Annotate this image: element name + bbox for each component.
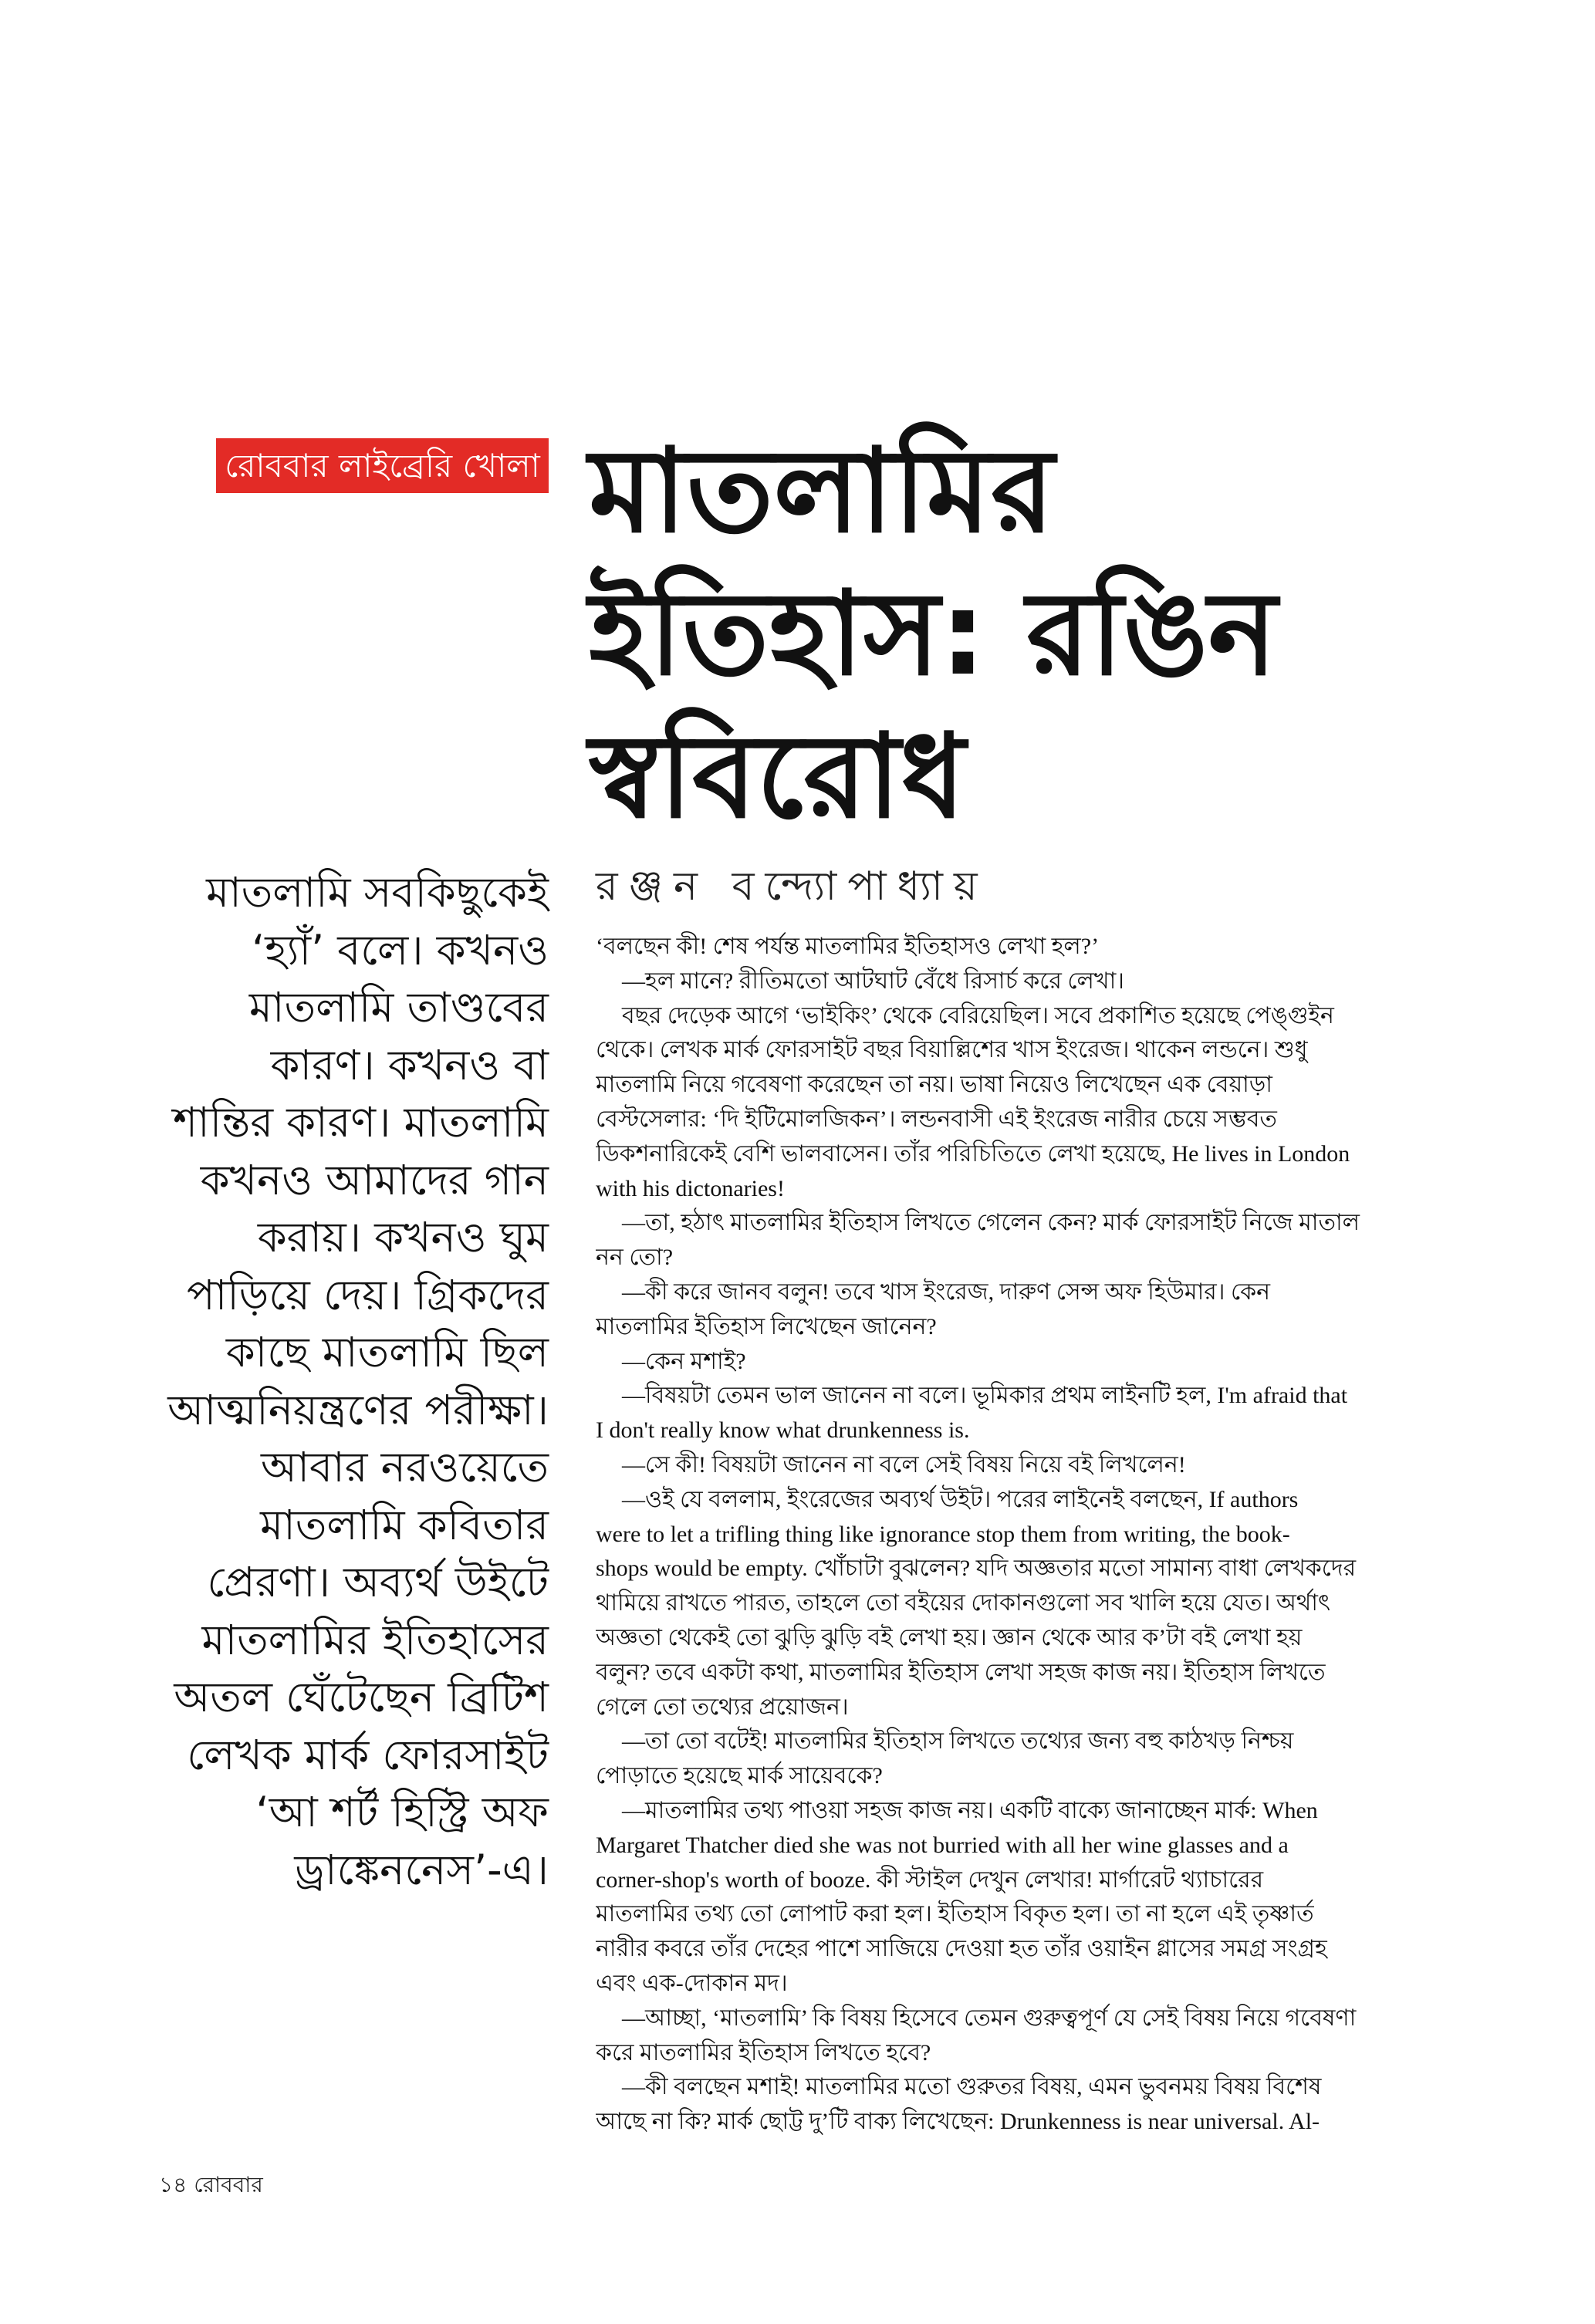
pull-quote-line: প্রেরণা। অব্যর্থ উইটে [207,1558,549,1606]
section-kicker: রোববার লাইব্রেরি খোলা [216,438,549,493]
body-text-line: —আচ্ছা, ‘মাতলামি’ কি বিষয় হিসেবে তেমন গুরুত্বপূর্ণ যে সেই বিষয় নিয়ে গবেষণা [622,2005,1357,2031]
body-text-line: —সে কী! বিষয়টা জানেন না বলে সেই বিষয় নিয়ে বই লিখলেন! [622,1451,1186,1478]
pull-quote-line: ‘হ্যাঁ’ বলে। কখনও [252,925,549,975]
magazine-name: রোববার [194,2172,263,2197]
page-number: ১৪ [159,2172,188,2197]
pull-quote [147,864,549,1899]
pull-quote-line: আবার নরওয়েতে [261,1443,549,1491]
body-text-line: corner-shop's worth of booze. কী স্টাইল দেখুন লেখার! মার্গারেট থ্যাচারের [596,1866,1264,1893]
pull-quote-line: আত্মনিয়ন্ত্রণের পরীক্ষা। [167,1385,549,1434]
body-text-line: ‘বলছেন কী! শেষ পর্যন্ত মাতলামির ইতিহাসও লেখা হল?’ [596,934,1100,959]
body-text-line: অজ্ঞতা থেকেই তো ঝুড়ি ঝুড়ি বই লেখা হয়। জ্ঞান থেকে আর ক’টা বই লেখা হয় [596,1624,1303,1650]
pull-quote-line: ড্রাঙ্কেননেস’-এ। [294,1845,549,1894]
body-text-line: I don't really know what drunkenness is. [596,1417,970,1444]
body-text-line: বছর দেড়েক আগে ‘ভাইকিং’ থেকে বেরিয়েছিল। সবে প্রকাশিত হয়েছে পেঙ্গুইন [622,1002,1334,1029]
body-text-line: মাতলামির ইতিহাস লিখেছেন জানেন? [596,1313,937,1339]
body-text-line: আছে না কি? মার্ক ছোট্ট দু’টি বাক্য লিখেছেন: Drunkenness is near universal. Al- [596,2109,1320,2135]
body-text-line: পোড়াতে হয়েছে মার্ক সায়েবকে? [596,1763,883,1789]
pull-quote-line: করায়। কখনও ঘুম [257,1213,549,1262]
body-text-line: were to let a trifling thing like ignorance stop them from writing, the book- [596,1521,1290,1547]
body-text-line: ডিকশনারিকেই বেশি ভালবাসেন। তাঁর পরিচিতিতে লেখা হয়েছে, He lives in London [596,1140,1350,1167]
body-text-line: করে মাতলামির ইতিহাস লিখতে হবে? [596,2039,931,2066]
body-text-line: —তা, হঠাৎ মাতলামির ইতিহাস লিখতে গেলেন কেন? মার্ক ফোরসাইট নিজে মাতাল [622,1210,1360,1236]
body-text-line: মাতলামির তথ্য তো লোপাট করা হল। ইতিহাস বিকৃত হল। তা না হলে এই তৃষ্ণার্ত [596,1901,1314,1927]
pull-quote-line: মাতলামির ইতিহাসের [201,1615,549,1664]
body-text-line: shops would be empty. খোঁচাটা বুঝলেন? যদি অজ্ঞতার মতো সামান্য বাধা লেখকদের [596,1556,1357,1582]
body-text-line: থেকে। লেখক মার্ক ফোরসাইট বছর বিয়াল্লিশের খাস ইংরেজ। থাকেন লন্ডনে। শুধু [596,1037,1308,1063]
body-text-line: —মাতলামির তথ্য পাওয়া সহজ কাজ নয়। একটি বাক্যে জানাচ্ছেন মার্ক: When [622,1797,1318,1823]
body-text-line: নন তো? [596,1245,674,1271]
pull-quote-line: কখনও আমাদের গান [200,1155,549,1204]
body-text-line: —বিষয়টা তেমন ভাল জানেন না বলে। ভূমিকার প্রথম লাইনটি হল, I'm afraid that [622,1383,1348,1409]
pull-quote-line: অতল ঘেঁটেছেন ব্রিটিশ [174,1673,549,1721]
pull-quote-line: মাতলামি সবকিছুকেই [206,868,549,917]
pull-quote-line: কাছে মাতলামি ছিল [225,1328,549,1376]
page-footer [159,2168,263,2204]
body-text-line: with his dictonaries! [596,1175,785,1201]
body-text-line: —হল মানে? রীতিমতো আটঘাট বেঁধে রিসার্চ করে লেখা। [622,968,1124,994]
pull-quote-line: কারণ। কখনও বা [270,1040,549,1089]
body-text-line: এবং এক-দোকান মদ। [596,1970,788,1996]
body-text-line: Margaret Thatcher died she was not burried with all her wine glasses and a [596,1832,1289,1858]
body-text-line: গেলে তো তথ্যের প্রয়োজন। [596,1694,849,1720]
body-text-line: নারীর কবরে তাঁর দেহের পাশে সাজিয়ে দেওয়া হত তাঁর ওয়াইন গ্লাসের সমগ্র সংগ্রহ [596,1936,1327,1962]
body-text-line: —ওই যে বললাম, ইংরেজের অব্যর্থ উইট। পরের লাইনেই বলছেন, If authors [622,1486,1299,1512]
body-text-line: থামিয়ে রাখতে পারত, তাহলে তো বইয়ের দোকানগুলো সব খালি হয়ে যেত। অর্থাৎ [596,1590,1331,1616]
title-line: ইতিহাস: রঙিন [589,567,1278,701]
body-text-line: বলুন? তবে একটা কথা, মাতলামির ইতিহাস লেখা সহজ কাজ নয়। ইতিহাস লিখতে [596,1659,1326,1685]
author-byline: রঞ্জন বন্দ্যোপাধ্যায় [596,863,988,910]
pull-quote-line: শান্তির কারণ। মাতলামি [173,1098,549,1147]
title-line: স্ববিরোধ [589,710,966,844]
body-text-line: —কী করে জানব বলুন! তবে খাস ইংরেজ, দারুণ সেন্স অফ হিউমার। কেন [622,1279,1271,1305]
title-line: মাতলামির [589,424,1055,559]
pull-quote-line: পাড়িয়ে দেয়। গ্রিকদের [187,1270,549,1319]
article-title [589,421,1277,849]
body-text-line: —তা তো বটেই! মাতলামির ইতিহাস লিখতে তথ্যের জন্য বহু কাঠখড় নিশ্চয় [622,1728,1294,1755]
pull-quote-line: ‘আ শর্ট হিস্ট্রি অফ [255,1788,549,1836]
pull-quote-line: মাতলামি কবিতার [260,1500,549,1549]
pull-quote-line: লেখক মার্ক ফোরসাইট [187,1730,549,1779]
body-text-line: —কেন মশাই? [622,1348,746,1374]
pull-quote-line: মাতলামি তাণ্ডবের [248,983,549,1032]
body-text-line: বেস্টসেলার: ‘দি ইটিমোলজিকন’। লন্ডনবাসী এই ইংরেজ নারীর চেয়ে সম্ভবত [596,1106,1277,1132]
article-body [596,930,1421,2140]
body-text-line: —কী বলছেন মশাই! মাতলামির মতো গুরুতর বিষয়, এমন ভুবনময় বিষয় বিশেষ [622,2074,1322,2100]
body-text-line: মাতলামি নিয়ে গবেষণা করেছেন তা নয়। ভাষা নিয়েও লিখেছেন এক বেয়াড়া [596,1072,1272,1098]
